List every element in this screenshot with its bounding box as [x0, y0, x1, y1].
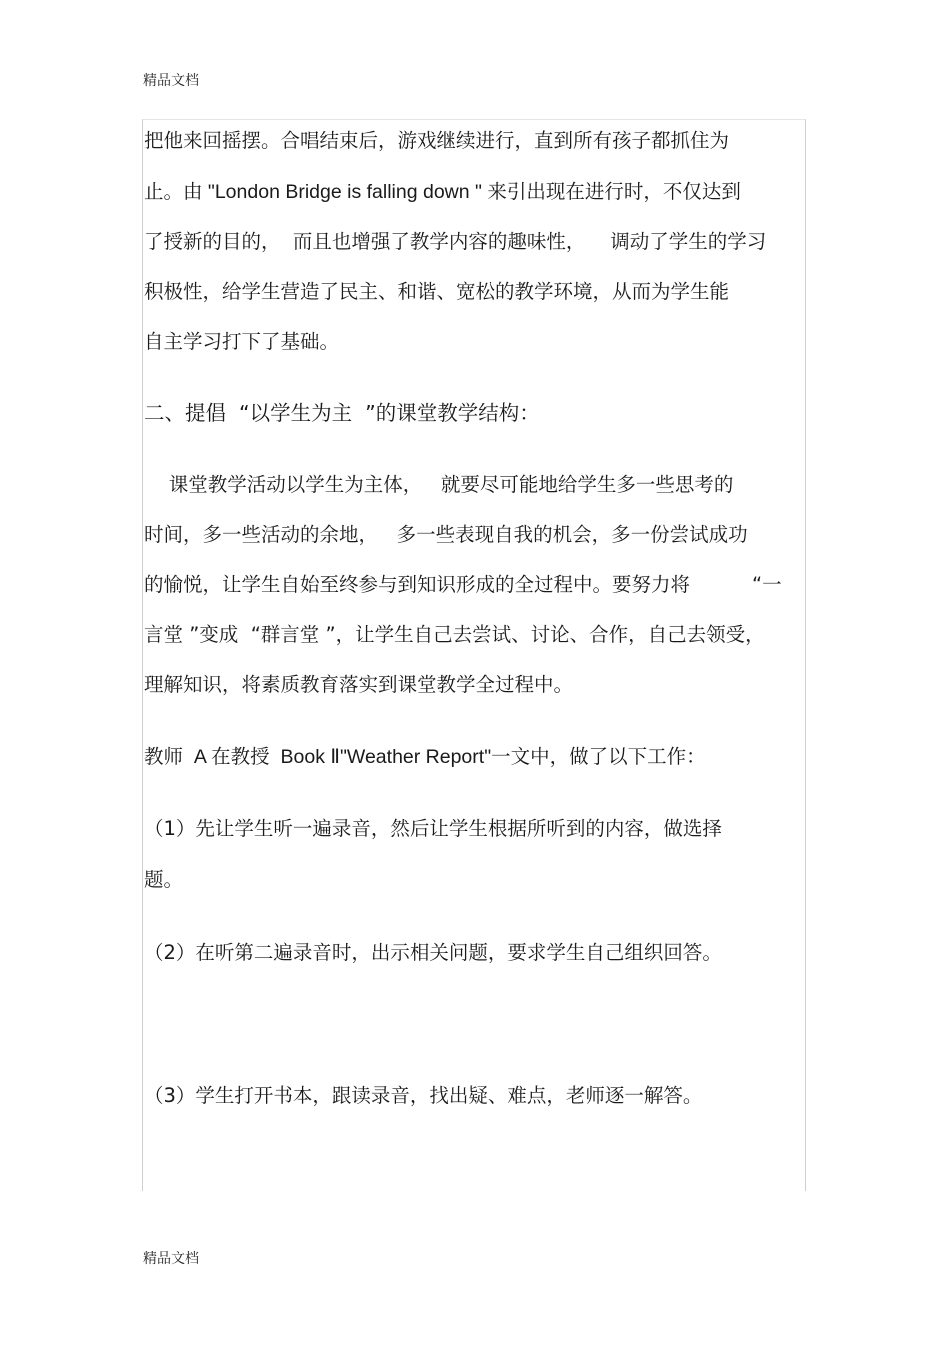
page-header: 精品文档: [143, 73, 199, 89]
step-1-line: 题。: [144, 868, 184, 891]
paragraph-line: 的愉悦，让学生自始至终参与到知识形成的全过程中。要努力将 “一: [144, 573, 782, 596]
page-footer: 精品文档: [143, 1251, 199, 1267]
paragraph-line: 理解知识，将素质教育落实到课堂教学全过程中。: [144, 673, 574, 696]
paragraph-line: 积极性，给学生营造了民主、和谐、宽松的教学环境，从而为学生能: [144, 280, 730, 303]
step-1-line: （1）先让学生听一遍录音，然后让学生根据所听到的内容，做选择: [144, 817, 722, 840]
paragraph-line: 了授新的目的， 而且也增强了教学内容的趣味性， 调动了学生的学习: [144, 230, 767, 253]
paragraph-line: 止。由 "London Bridge is falling down " 来引出现在进行时，不仅达到: [144, 181, 741, 203]
paragraph-line: 时间，多一些活动的余地， 多一些表现自我的机会，多一份尝试成功: [144, 523, 748, 546]
step-3-line: （3）学生打开书本，跟读录音，找出疑、难点，老师逐一解答。: [144, 1084, 703, 1107]
paragraph-line: 把他来回摇摆。合唱结束后，游戏继续进行，直到所有孩子都抓住为: [144, 129, 730, 152]
step-2-line: （2）在听第二遍录音时，出示相关问题，要求学生自己组织回答。: [144, 941, 722, 964]
paragraph-line: 课堂教学活动以学生为主体， 就要尽可能地给学生多一些思考的: [144, 473, 734, 496]
paragraph-line: 言堂 ”变成 “群言堂 ”，让学生自己去尝试、讨论、合作，自己去领受，: [144, 623, 765, 646]
teacher-intro: 教师 A 在教授 Book Ⅱ"Weather Report"一文中，做了以下工作：: [144, 746, 706, 768]
section-heading: 二、提倡 “以学生为主 ”的课堂教学结构：: [144, 401, 540, 425]
paragraph-line: 自主学习打下了基础。: [144, 330, 340, 353]
